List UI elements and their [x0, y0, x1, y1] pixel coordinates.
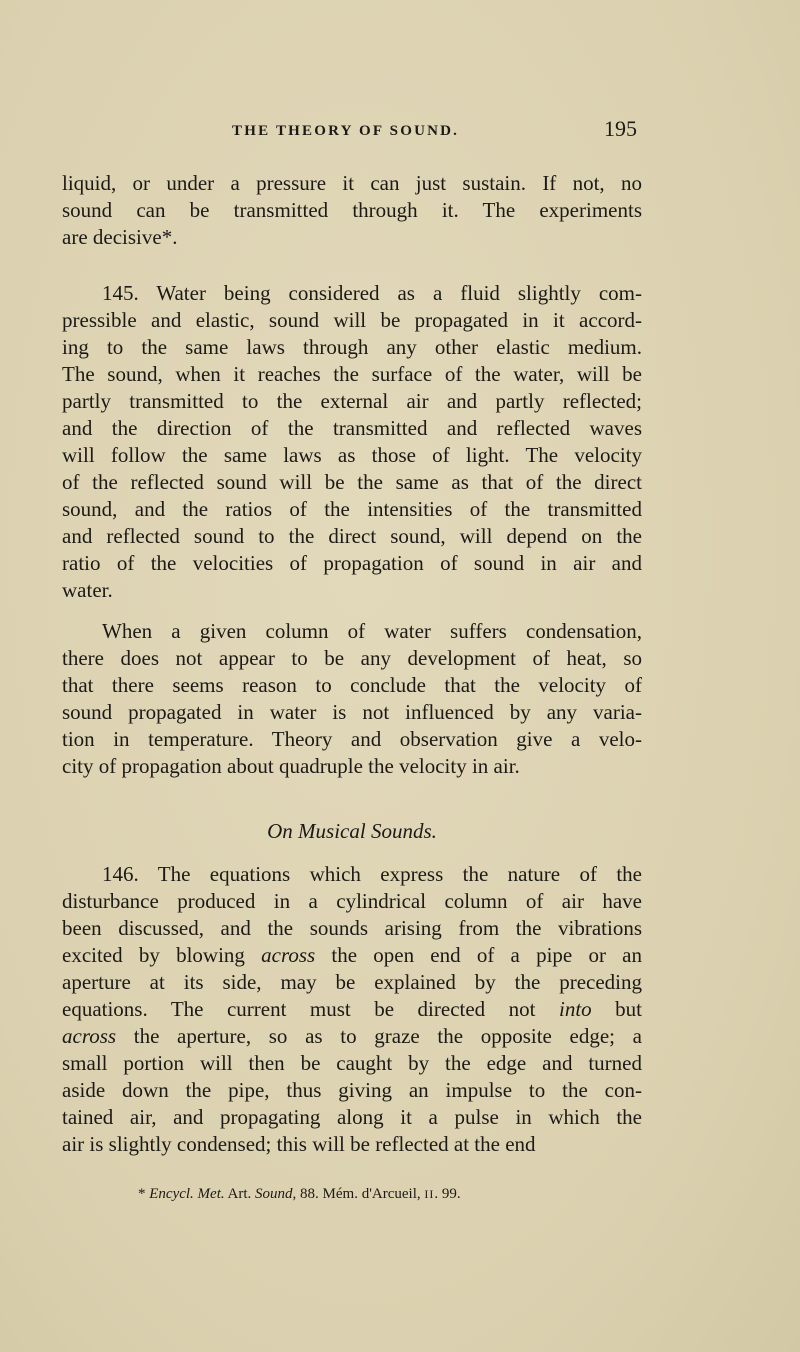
text-line: will follow the same laws as those of light. The velocity	[62, 443, 642, 467]
text-line: and reflected sound to the direct sound, will depend on the	[62, 524, 642, 548]
text-line: ratio of the velocities of propagation of sound in air and	[62, 551, 642, 575]
text-line: sound propagated in water is not influenced by any varia-	[62, 700, 642, 724]
text-line: and the direction of the transmitted and reflected waves	[62, 416, 642, 440]
text-line: ing to the same laws through any other elastic medium.	[62, 335, 642, 359]
text-line: tained air, and propagating along it a pulse in which the	[62, 1105, 642, 1129]
paragraph-145	[62, 280, 642, 604]
text-line: partly transmitted to the external air and partly reflected;	[62, 389, 642, 413]
paragraph-water-condensation	[62, 618, 642, 780]
text-line: pressible and elastic, sound will be propagated in it accord-	[62, 308, 642, 332]
text-line: The sound, when it reaches the surface of the water, will be	[62, 362, 642, 386]
text-segment: , 88. Mém. d'Arcueil,	[292, 1186, 425, 1202]
text-line: there does not appear to be any development of heat, so	[62, 646, 642, 670]
italic-text: across	[261, 943, 316, 967]
text-line: of the reflected sound will be the same as that of the direct	[62, 470, 642, 494]
text-line: disturbance produced in a cylindrical column of air have	[62, 889, 642, 913]
text-line: small portion will then be caught by the edge and turned	[62, 1051, 642, 1075]
section-heading	[62, 818, 642, 845]
italic-text: Sound	[255, 1186, 293, 1202]
text-line: city of propagation about quadruple the velocity in air.	[62, 754, 520, 778]
text-line: tion in temperature. Theory and observation give a velo-	[62, 727, 642, 751]
running-header: THE THEORY OF SOUND.	[232, 123, 460, 139]
paragraph-146	[62, 861, 642, 1158]
text-segment: II	[424, 1187, 435, 1201]
text-line: been discussed, and the sounds arising from the vibrations	[62, 916, 642, 940]
text-line: When a given column of water suffers condensation,	[102, 619, 642, 643]
text-line: sound, and the ratios of the intensities of the transmitted	[62, 497, 642, 521]
text-line: aside down the pipe, thus giving an impulse to the con-	[62, 1078, 642, 1102]
text-line: water.	[62, 578, 113, 602]
text-segment: the open end of a pipe or an	[315, 943, 642, 967]
text-line: 146. The equations which express the nature of the	[102, 862, 642, 886]
text-segment: *	[138, 1186, 150, 1202]
footnote	[138, 1184, 461, 1204]
text-line	[62, 942, 642, 969]
text-line	[62, 1023, 642, 1050]
italic-text: Encycl. Met.	[149, 1186, 225, 1202]
italic-text: across	[62, 1024, 117, 1048]
text-line: aperture at its side, may be explained by the preceding	[62, 970, 642, 994]
text-segment: the aperture, so as to graze the opposite edge; a	[116, 1024, 642, 1048]
text-line: liquid, or under a pressure it can just sustain. If not, no	[62, 171, 642, 195]
paragraph-continuation	[62, 170, 642, 251]
italic-text: into	[559, 997, 592, 1021]
text-line: air is slightly condensed; this will be reflected at the end	[62, 1132, 536, 1156]
text-line: are decisive*.	[62, 225, 178, 249]
text-segment: equations. The current must be directed not	[62, 997, 559, 1021]
text-segment: excited by blowing	[62, 943, 262, 967]
text-segment: but	[591, 997, 642, 1021]
section-heading-text: On Musical Sounds.	[267, 819, 437, 843]
text-line: 145. Water being considered as a fluid slightly com-	[102, 281, 642, 305]
text-line: that there seems reason to conclude that the velocity of	[62, 673, 642, 697]
page-number: 195	[604, 116, 637, 141]
text-segment: Art.	[224, 1186, 256, 1202]
text-line: sound can be transmitted through it. The experiments	[62, 198, 642, 222]
text-segment: . 99.	[434, 1186, 461, 1202]
text-line	[62, 996, 642, 1023]
